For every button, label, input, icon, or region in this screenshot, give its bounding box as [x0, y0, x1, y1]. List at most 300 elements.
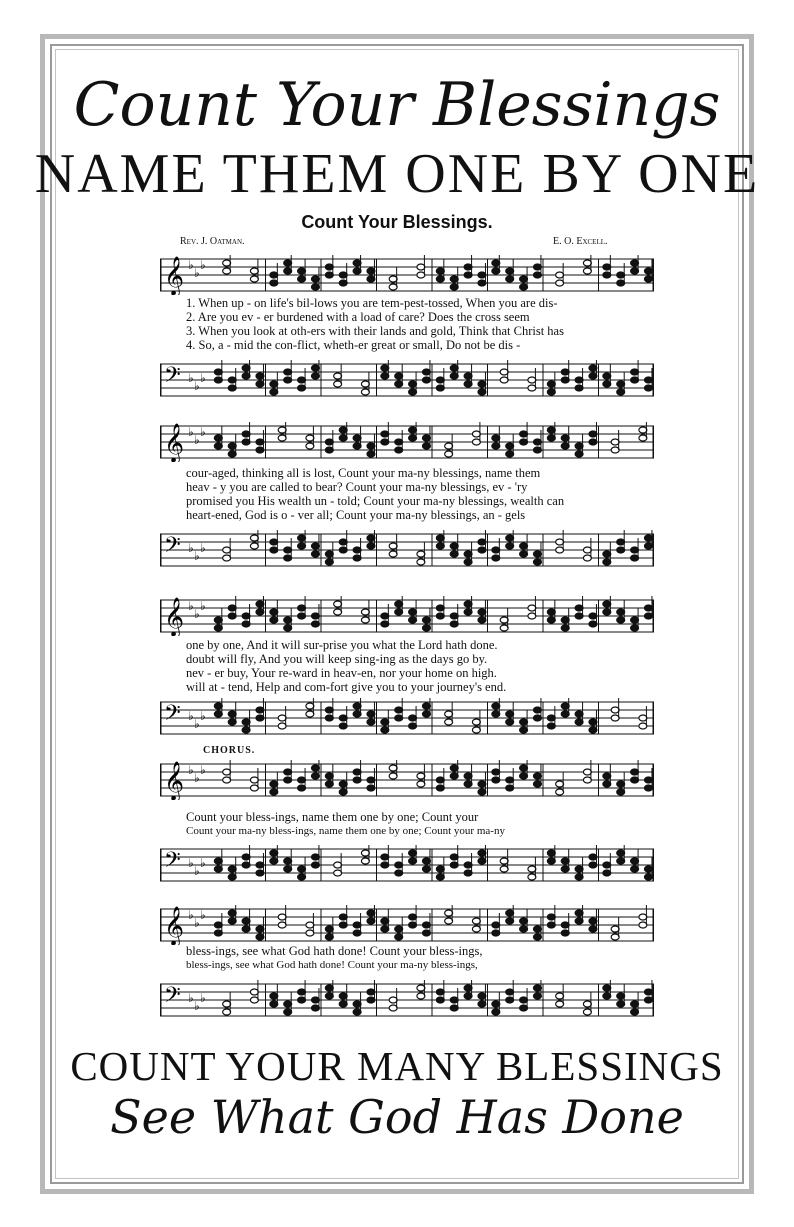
notehead [478, 272, 486, 278]
notehead [617, 781, 625, 787]
notehead [500, 617, 508, 623]
notehead [242, 439, 250, 445]
notehead [450, 373, 458, 379]
notehead [242, 926, 250, 932]
notehead [436, 276, 444, 282]
notehead [603, 272, 611, 278]
notehead [242, 727, 250, 733]
notehead [381, 854, 389, 860]
notehead [520, 431, 528, 437]
notehead [506, 910, 514, 916]
notehead [500, 858, 508, 864]
notehead [436, 377, 444, 383]
notehead [589, 926, 597, 932]
notehead [353, 769, 361, 775]
notehead [583, 777, 591, 783]
notehead [506, 268, 514, 274]
notehead [617, 280, 625, 286]
notehead [617, 539, 625, 545]
notehead [556, 539, 564, 545]
notehead [492, 260, 500, 266]
notehead [520, 284, 528, 290]
notehead [256, 870, 264, 876]
notehead [561, 369, 569, 375]
notehead [575, 866, 583, 872]
notehead [436, 989, 444, 995]
notehead [228, 874, 236, 880]
notehead [575, 443, 583, 449]
notehead [306, 711, 314, 717]
notehead [361, 858, 369, 864]
notehead [417, 993, 425, 999]
notehead [306, 930, 314, 936]
notehead [214, 625, 222, 631]
notehead [575, 918, 583, 924]
notehead [242, 613, 250, 619]
notehead [250, 535, 258, 541]
notehead [575, 711, 583, 717]
notehead [311, 373, 319, 379]
notehead [228, 613, 236, 619]
notehead [528, 377, 536, 383]
notehead [575, 605, 583, 611]
notehead [478, 781, 486, 787]
notehead [631, 777, 639, 783]
notehead [464, 551, 472, 557]
notehead [611, 934, 619, 940]
notehead [583, 555, 591, 561]
notehead [214, 443, 222, 449]
notehead [311, 613, 319, 619]
notehead [389, 276, 397, 282]
notehead [478, 609, 486, 615]
notehead [631, 1009, 639, 1015]
lyric-line: nev - er buy, Your re-ward in heav-en, nor your home on high. [186, 666, 497, 680]
notehead [464, 373, 472, 379]
notehead [270, 547, 278, 553]
notehead [464, 781, 472, 787]
notehead [334, 609, 342, 615]
notehead [256, 381, 264, 387]
notehead [450, 543, 458, 549]
notehead [478, 1001, 486, 1007]
notehead [284, 377, 292, 383]
treble-clef-icon: 𝄞 [164, 423, 185, 462]
notehead [417, 781, 425, 787]
notehead [409, 922, 417, 928]
notehead [339, 914, 347, 920]
notehead [325, 781, 333, 787]
notehead [631, 547, 639, 553]
notehead [422, 922, 430, 928]
flat-icon: ♭ [194, 999, 200, 1013]
notehead [611, 447, 619, 453]
notehead [575, 719, 583, 725]
notehead [547, 609, 555, 615]
notehead [603, 993, 611, 999]
notehead [298, 543, 306, 549]
notehead [422, 369, 430, 375]
notehead [520, 926, 528, 932]
notehead [270, 272, 278, 278]
notehead [478, 539, 486, 545]
notehead [214, 930, 222, 936]
notehead [223, 777, 231, 783]
notehead [631, 858, 639, 864]
notehead [381, 918, 389, 924]
notehead [506, 989, 514, 995]
notehead [644, 785, 652, 791]
notehead [367, 719, 375, 725]
notehead [506, 535, 514, 541]
notehead [334, 862, 342, 868]
notehead [528, 385, 536, 391]
notehead [644, 989, 652, 995]
notehead [575, 385, 583, 391]
notehead [547, 715, 555, 721]
notehead [311, 543, 319, 549]
notehead [589, 862, 597, 868]
notehead [506, 276, 514, 282]
notehead [270, 1001, 278, 1007]
notehead [223, 547, 231, 553]
notehead [214, 435, 222, 441]
notehead [520, 1005, 528, 1011]
notehead [478, 389, 486, 395]
notehead [603, 381, 611, 387]
notehead [381, 365, 389, 371]
author-credit: Rev. J. Oatman. [180, 236, 245, 247]
notehead [353, 260, 361, 266]
notehead [533, 272, 541, 278]
notehead [298, 874, 306, 880]
notehead [256, 934, 264, 940]
notehead [533, 926, 541, 932]
flat-icon: ♭ [188, 599, 194, 613]
notehead [228, 377, 236, 383]
bass-staff-5 [160, 980, 654, 1020]
notehead [450, 1005, 458, 1011]
notehead [270, 381, 278, 387]
notehead [298, 989, 306, 995]
notehead [242, 373, 250, 379]
notehead [381, 373, 389, 379]
notehead [256, 601, 264, 607]
notehead [450, 854, 458, 860]
notehead [631, 625, 639, 631]
notehead [547, 914, 555, 920]
notehead [284, 547, 292, 553]
notehead [242, 431, 250, 437]
notehead [223, 555, 231, 561]
notehead [311, 765, 319, 771]
lyric-line: Count your ma-ny bless-ings, name them one by one; Count your ma-ny [186, 825, 505, 837]
notehead [492, 555, 500, 561]
notehead [450, 862, 458, 868]
notehead [464, 272, 472, 278]
notehead [353, 555, 361, 561]
notehead [533, 993, 541, 999]
flat-icon: ♭ [200, 258, 206, 272]
notehead [311, 854, 319, 860]
notehead [367, 268, 375, 274]
notehead [445, 719, 453, 725]
notehead [417, 985, 425, 991]
notehead [256, 439, 264, 445]
notehead [214, 858, 222, 864]
notehead [242, 862, 250, 868]
notehead [409, 381, 417, 387]
notehead [270, 617, 278, 623]
notehead [228, 719, 236, 725]
flat-icon: ♭ [200, 908, 206, 922]
bass-clef-icon: 𝄢 [164, 701, 181, 731]
notehead [464, 609, 472, 615]
notehead [644, 997, 652, 1003]
notehead [644, 385, 652, 391]
notehead [311, 284, 319, 290]
notehead [561, 443, 569, 449]
notehead [409, 389, 417, 395]
notehead [450, 284, 458, 290]
notehead [409, 617, 417, 623]
notehead [422, 866, 430, 872]
notehead [284, 617, 292, 623]
notehead [325, 447, 333, 453]
notehead [533, 985, 541, 991]
notehead [506, 997, 514, 1003]
notehead [603, 264, 611, 270]
notehead [284, 858, 292, 864]
flat-icon: ♭ [194, 607, 200, 621]
notehead [603, 601, 611, 607]
notehead [339, 993, 347, 999]
notehead [325, 264, 333, 270]
notehead [361, 609, 369, 615]
notehead [644, 543, 652, 549]
notehead [325, 934, 333, 940]
notehead [361, 850, 369, 856]
notehead [214, 377, 222, 383]
notehead [284, 777, 292, 783]
notehead [242, 719, 250, 725]
notehead [575, 377, 583, 383]
notehead [284, 260, 292, 266]
notehead [603, 559, 611, 565]
notehead [367, 535, 375, 541]
notehead [436, 785, 444, 791]
notehead [284, 866, 292, 872]
notehead [395, 439, 403, 445]
notehead [417, 559, 425, 565]
notehead [583, 268, 591, 274]
bass-staff-1 [160, 360, 654, 400]
notehead [250, 785, 258, 791]
flat-icon: ♭ [194, 549, 200, 563]
notehead [520, 719, 528, 725]
notehead [270, 993, 278, 999]
notehead [450, 621, 458, 627]
notehead [472, 431, 480, 437]
notehead [617, 789, 625, 795]
notehead [381, 926, 389, 932]
notehead [223, 268, 231, 274]
bass-staff-2 [160, 530, 654, 570]
notehead [409, 850, 417, 856]
notehead [506, 443, 514, 449]
notehead [561, 703, 569, 709]
notehead [450, 997, 458, 1003]
notehead [214, 369, 222, 375]
notehead [228, 711, 236, 717]
notehead [533, 264, 541, 270]
notehead [409, 858, 417, 864]
notehead [450, 613, 458, 619]
notehead [617, 1001, 625, 1007]
flat-icon: ♭ [200, 541, 206, 555]
notehead [644, 777, 652, 783]
notehead [409, 609, 417, 615]
notehead [381, 431, 389, 437]
notehead [353, 547, 361, 553]
notehead [409, 914, 417, 920]
notehead [617, 617, 625, 623]
notehead [506, 451, 514, 457]
notehead [472, 918, 480, 924]
lyric-line: Count your bless-ings, name them one by one; Count your [186, 810, 479, 824]
notehead [561, 930, 569, 936]
notehead [603, 609, 611, 615]
notehead [478, 547, 486, 553]
notehead [339, 435, 347, 441]
notehead [583, 547, 591, 553]
notehead [547, 389, 555, 395]
notehead [520, 918, 528, 924]
notehead [617, 858, 625, 864]
lyric-line: heart-ened, God is o - ver all; Count your ma-ny blessings, an - gels [186, 508, 526, 522]
notehead [395, 609, 403, 615]
notehead [533, 551, 541, 557]
notehead [214, 922, 222, 928]
notehead [478, 993, 486, 999]
notehead [520, 727, 528, 733]
notehead [422, 617, 430, 623]
notehead [395, 926, 403, 932]
notehead [278, 435, 286, 441]
notehead [603, 373, 611, 379]
notehead [353, 435, 361, 441]
notehead [339, 1001, 347, 1007]
notehead [223, 260, 231, 266]
notehead [450, 276, 458, 282]
treble-staff-4 [160, 760, 654, 800]
treble-clef-icon: 𝄞 [164, 761, 185, 800]
notehead [250, 777, 258, 783]
notehead [445, 443, 453, 449]
notehead [270, 781, 278, 787]
lyric-line: 1. When up - on life's bil-lows you are tem-pest-tossed, When you are dis- [186, 296, 558, 310]
chorus-label: CHORUS. [203, 745, 256, 756]
notehead [334, 373, 342, 379]
notehead [270, 850, 278, 856]
notehead [409, 723, 417, 729]
notehead [409, 715, 417, 721]
notehead [464, 559, 472, 565]
notehead [478, 381, 486, 387]
notehead [478, 850, 486, 856]
treble-clef-icon: 𝄞 [164, 906, 185, 945]
notehead [506, 543, 514, 549]
notehead [500, 625, 508, 631]
notehead [311, 773, 319, 779]
notehead [214, 617, 222, 623]
notehead [436, 543, 444, 549]
notehead [298, 785, 306, 791]
lyric-line: will at - tend, Help and com-fort give you to your journey's end. [186, 680, 507, 694]
flat-icon: ♭ [200, 425, 206, 439]
notehead [339, 715, 347, 721]
notehead [228, 605, 236, 611]
notehead [436, 866, 444, 872]
notehead [589, 431, 597, 437]
treble-clef-icon: 𝄞 [164, 597, 185, 636]
notehead [353, 1009, 361, 1015]
notehead [589, 719, 597, 725]
notehead [492, 777, 500, 783]
notehead [306, 443, 314, 449]
notehead [353, 777, 361, 783]
notehead [639, 427, 647, 433]
notehead [214, 703, 222, 709]
notehead [644, 866, 652, 872]
notehead [589, 621, 597, 627]
notehead [450, 773, 458, 779]
notehead [389, 1005, 397, 1011]
notehead [561, 922, 569, 928]
flat-icon: ♭ [200, 991, 206, 1005]
notehead [223, 1009, 231, 1015]
notehead [533, 934, 541, 940]
notehead [367, 451, 375, 457]
notehead [520, 765, 528, 771]
notehead [506, 719, 514, 725]
notehead [445, 910, 453, 916]
notehead [639, 435, 647, 441]
notehead [528, 613, 536, 619]
notehead [533, 447, 541, 453]
notehead [353, 703, 361, 709]
notehead [556, 1001, 564, 1007]
notehead [256, 862, 264, 868]
notehead [631, 260, 639, 266]
notehead [422, 377, 430, 383]
flat-icon: ♭ [188, 371, 194, 385]
notehead [228, 918, 236, 924]
footer-caps-line: COUNT YOUR MANY BLESSINGS [70, 1043, 724, 1089]
notehead [353, 443, 361, 449]
bass-staff-4 [160, 845, 654, 885]
bass-clef-icon: 𝄢 [164, 848, 181, 878]
notehead [492, 922, 500, 928]
notehead [278, 427, 286, 433]
notehead [250, 276, 258, 282]
notehead [436, 997, 444, 1003]
notehead [631, 1001, 639, 1007]
notehead [367, 785, 375, 791]
notehead [389, 773, 397, 779]
notehead [583, 1009, 591, 1015]
notehead [339, 781, 347, 787]
